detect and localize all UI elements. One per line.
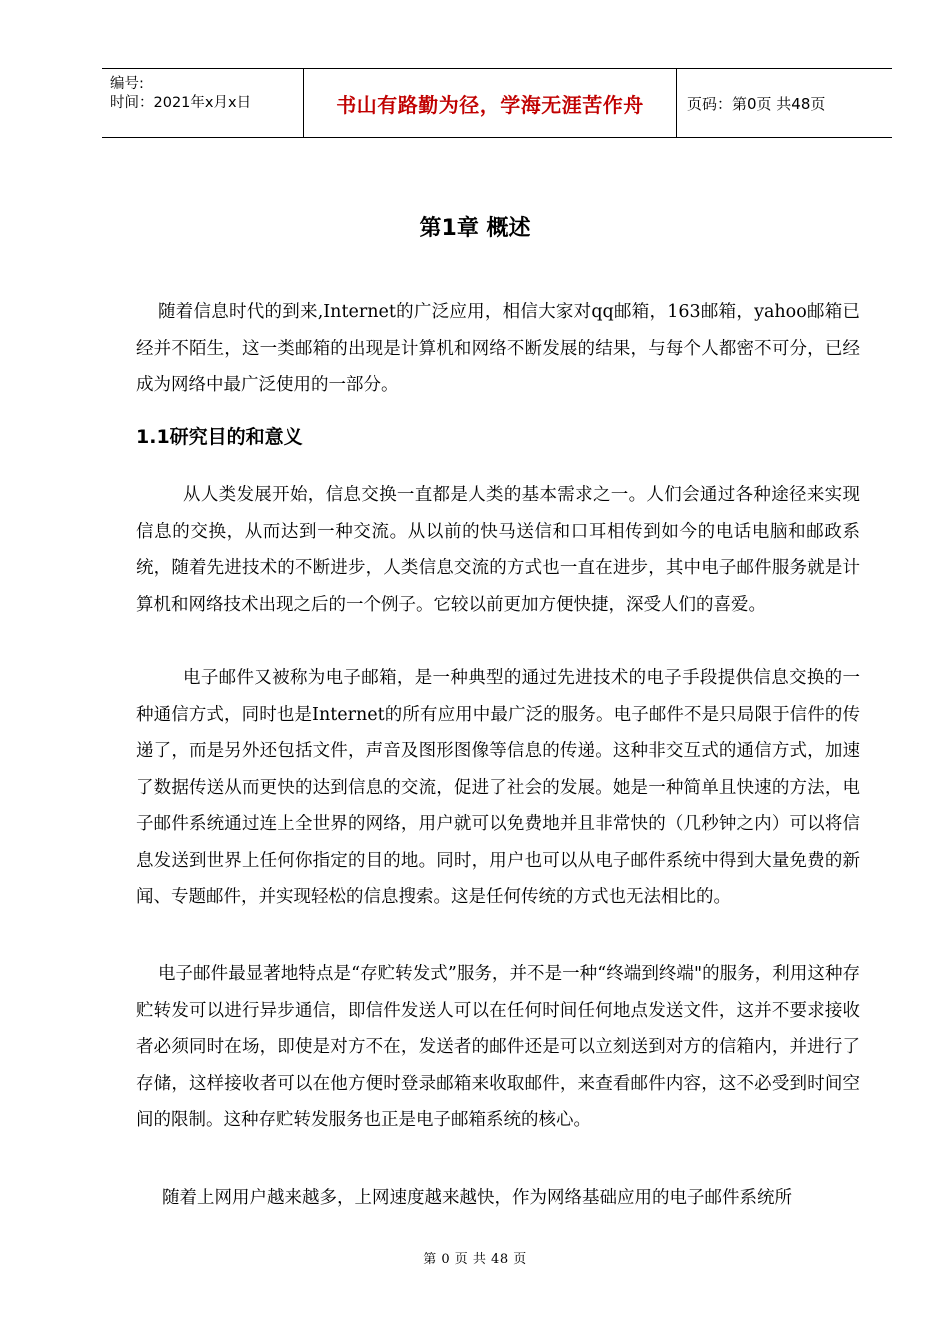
section-title: 1.1研究目的和意义	[136, 426, 303, 448]
page-label: 页码：第0页 共48页	[687, 95, 826, 113]
header-motto-cell	[303, 69, 677, 137]
paragraph-store-forward: 电子邮件最显著地特点是“存贮转发式”服务，并不是一种“终端到终端"的服务，利用这种存贮转发可以进行异步通信，即信件发送人可以在任何时间任何地点发送文件，这并不要求接收者必须同时在场，即使是对方不在，发送者的邮件还是可以立刻送到对方的信箱内，并进行了存储，这样接收者可以在他方便时登录邮箱来收取邮件，来查看邮件内容，这不必受到时间空间的限制。这种存贮转发服务也正是电子邮箱系统的核心。	[136, 964, 860, 1130]
motto-text: 书山有路勤为径，学海无涯苦作舟	[336, 93, 644, 117]
paragraph-history: 从人类发展开始，信息交换一直都是人类的基本需求之一。人们会通过各种途径来实现信息的交换，从而达到一种交流。从以前的快马送信和口耳相传到如今的电话电脑和邮政系统，随着先进技术的不断进步，人类信息交流的方式也一直在进步，其中电子邮件服务就是计算机和网络技术出现之后的一个例子。它较以前更加方便快捷，深受人们的喜爱。	[136, 485, 860, 615]
chapter-title: 第1章 概述	[419, 216, 531, 241]
time-label: 时间：2021年x月x日	[110, 95, 252, 111]
paragraph-email-definition: 电子邮件又被称为电子邮箱，是一种典型的通过先进技术的电子手段提供信息交换的一种通信方式，同时也是Internet的所有应用中最广泛的服务。电子邮件不是只局限于信件的传递了，而是另外还包括文件，声音及图形图像等信息的传递。这种非交互式的通信方式，加速了数据传送从而更快的达到信息的交流，促进了社会的发展。她是一种简单且快速的方法，电子邮件系统通过连上全世界的网络，用户就可以免费地并且非常快的（几秒钟之内）可以将信息发送到世界上任何你指定的目的地。同时，用户也可以从电子邮件系统中得到大量免费的新闻、专题邮件，并实现轻松的信息搜索。这是任何传统的方式也无法相比的。	[136, 668, 860, 907]
number-label: 编号:	[110, 76, 144, 92]
paragraph-growth: 随着上网用户越来越多，上网速度越来越快，作为网络基础应用的电子邮件系统所	[162, 1188, 792, 1208]
page-footer: 第 0 页 共 48 页	[423, 1252, 527, 1267]
paragraph-intro: 随着信息时代的到来,Internet的广泛应用，相信大家对qq邮箱，163邮箱，yahoo邮箱已经并不陌生，这一类邮箱的出现是计算机和网络不断发展的结果，与每个人都密不可分，已经成为网络中最广泛使用的一部分。	[136, 302, 860, 395]
header-info-cell	[102, 69, 302, 137]
header-table	[102, 68, 892, 138]
header-page-cell	[677, 69, 892, 137]
